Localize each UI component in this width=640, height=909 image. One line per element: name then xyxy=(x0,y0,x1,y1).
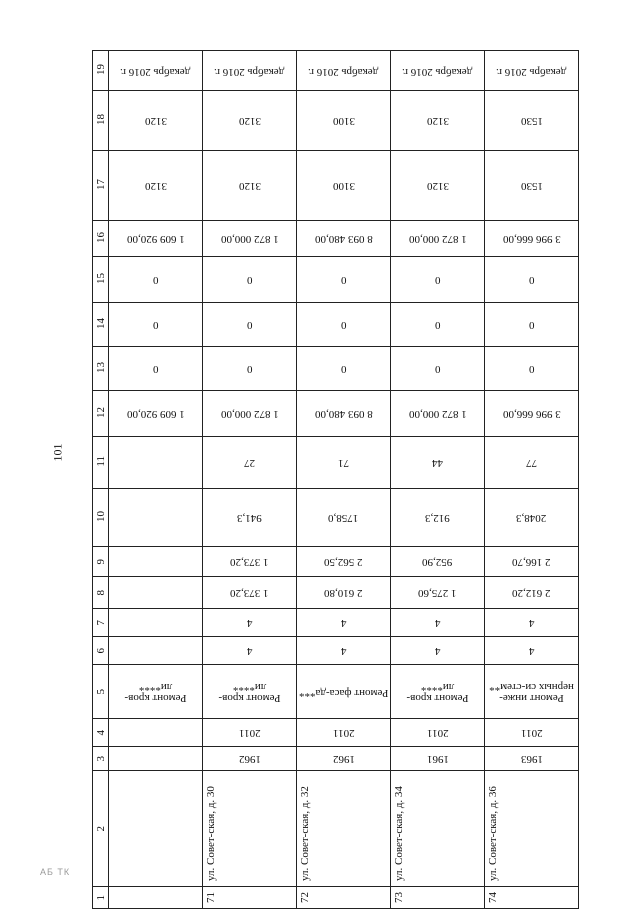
column-number-cell xyxy=(93,547,109,577)
table-row-col-1 xyxy=(93,887,579,909)
table-cell xyxy=(203,257,297,303)
column-number: 17 xyxy=(94,178,107,190)
table-cell xyxy=(485,609,579,637)
table-cell xyxy=(485,391,579,437)
column-number: 11 xyxy=(94,455,107,467)
table-row-col-14 xyxy=(93,303,579,347)
column-number: 9 xyxy=(94,559,107,565)
table-cell xyxy=(297,437,391,489)
table-row-col-3 xyxy=(93,747,579,771)
table-row-col-11 xyxy=(93,437,579,489)
column-number-cell xyxy=(93,489,109,547)
table-cell xyxy=(203,221,297,257)
table-cell xyxy=(391,303,485,347)
cell-value-col13: 0 xyxy=(528,362,535,375)
cell-value-col10: 912,3 xyxy=(425,511,450,524)
table-cell xyxy=(485,151,579,221)
table-cell xyxy=(297,391,391,437)
table-cell xyxy=(485,547,579,577)
table-cell xyxy=(109,719,203,747)
column-number-cell xyxy=(93,437,109,489)
cell-value-col13: 0 xyxy=(152,362,159,375)
table-cell xyxy=(391,91,485,151)
cell-value-year_built: 1962 xyxy=(332,752,355,765)
table-cell xyxy=(391,609,485,637)
table-cell xyxy=(485,221,579,257)
column-number-cell xyxy=(93,771,109,887)
corner-mark: АБ ТК xyxy=(40,867,71,877)
column-number: 2 xyxy=(94,826,107,832)
column-number-cell xyxy=(93,391,109,437)
column-number: 12 xyxy=(94,406,107,418)
table xyxy=(92,50,579,909)
cell-value-address: ул. Совет-ская, д. 36 xyxy=(487,786,499,881)
table-cell xyxy=(297,637,391,665)
table-cell xyxy=(485,437,579,489)
table-cell xyxy=(203,303,297,347)
column-number: 18 xyxy=(94,113,107,125)
table-cell xyxy=(485,637,579,665)
cell-value-col14: 0 xyxy=(152,318,159,331)
table-cell xyxy=(109,151,203,221)
column-number-cell xyxy=(93,151,109,221)
column-number: 16 xyxy=(94,231,107,243)
table-cell xyxy=(485,887,579,909)
table-cell xyxy=(203,771,297,887)
cell-value-col10: 1758,0 xyxy=(328,511,359,524)
table-cell xyxy=(203,437,297,489)
cell-value-col14: 0 xyxy=(246,318,253,331)
table-cell xyxy=(485,577,579,609)
table-cell xyxy=(485,303,579,347)
column-number: 15 xyxy=(94,272,107,284)
table-row-col-7 xyxy=(93,609,579,637)
table-cell xyxy=(391,771,485,887)
cell-value-col8: 1 275,60 xyxy=(418,586,457,599)
table-cell xyxy=(485,91,579,151)
cell-value-col16: 1 872 000,00 xyxy=(220,232,279,245)
cell-value-col6: 4 xyxy=(434,644,441,657)
table-cell xyxy=(297,489,391,547)
table-cell xyxy=(391,887,485,909)
table-row-col-18 xyxy=(93,91,579,151)
cell-value-idx: 71 xyxy=(205,892,217,903)
table-cell xyxy=(203,577,297,609)
cell-value-col11: 44 xyxy=(432,456,443,469)
column-number-cell xyxy=(93,887,109,909)
table-cell xyxy=(485,719,579,747)
cell-value-col15: 0 xyxy=(340,273,347,286)
table-cell xyxy=(109,51,203,91)
column-number: 1 xyxy=(94,895,107,901)
column-number: 8 xyxy=(94,590,107,596)
table-cell xyxy=(391,665,485,719)
table-cell xyxy=(297,257,391,303)
cell-value-col15: 0 xyxy=(434,273,441,286)
table-cell xyxy=(485,665,579,719)
column-number: 10 xyxy=(94,510,107,522)
cell-value-col6: 4 xyxy=(528,644,535,657)
cell-value-col19: декабрь 2016 г. xyxy=(120,65,191,78)
table-cell xyxy=(109,637,203,665)
table-cell xyxy=(297,665,391,719)
column-number: 13 xyxy=(94,361,107,373)
table-cell xyxy=(297,719,391,747)
cell-value-col11: 71 xyxy=(338,456,349,469)
table-cell xyxy=(391,391,485,437)
table-row-col-4 xyxy=(93,719,579,747)
cell-value-col4: 2011 xyxy=(332,726,355,739)
cell-value-col8: 1 373,20 xyxy=(230,586,269,599)
cell-value-col12: 1 872 000,00 xyxy=(220,407,279,420)
table-cell xyxy=(109,437,203,489)
cell-value-col9: 1 373,20 xyxy=(230,555,269,568)
repair-schedule-table xyxy=(92,50,578,903)
table-cell xyxy=(203,665,297,719)
cell-value-col4: 2011 xyxy=(520,726,543,739)
table-row-col-17 xyxy=(93,151,579,221)
table-cell xyxy=(391,151,485,221)
cell-value-col18: 3120 xyxy=(144,114,167,127)
cell-value-col18: 3100 xyxy=(332,114,355,127)
table-cell xyxy=(391,51,485,91)
cell-value-col19: декабрь 2016 г. xyxy=(496,65,567,78)
column-number: 3 xyxy=(94,756,107,762)
cell-value-col8: 2 610,80 xyxy=(324,586,363,599)
column-number-cell xyxy=(93,91,109,151)
column-number-cell xyxy=(93,747,109,771)
cell-value-work: Ремонт инже-нерных си-стем** xyxy=(489,680,574,704)
cell-value-col16: 1 872 000,00 xyxy=(408,232,467,245)
table-cell xyxy=(485,771,579,887)
cell-value-col12: 8 093 480,00 xyxy=(314,407,373,420)
column-number-cell xyxy=(93,637,109,665)
column-number-cell xyxy=(93,221,109,257)
column-number-cell xyxy=(93,577,109,609)
cell-value-col15: 0 xyxy=(152,273,159,286)
table-cell xyxy=(203,391,297,437)
cell-value-col16: 8 093 480,00 xyxy=(314,232,373,245)
table-cell xyxy=(109,771,203,887)
cell-value-address: ул. Совет-ская, д. 30 xyxy=(205,786,217,881)
table-cell xyxy=(203,719,297,747)
table-cell xyxy=(109,887,203,909)
table-cell xyxy=(391,747,485,771)
cell-value-col19: декабрь 2016 г. xyxy=(214,65,285,78)
table-cell xyxy=(297,347,391,391)
column-number: 5 xyxy=(94,689,107,695)
cell-value-col19: декабрь 2016 г. xyxy=(402,65,473,78)
table-row-col-6 xyxy=(93,637,579,665)
page-number: 101 xyxy=(50,443,65,462)
cell-value-col9: 952,90 xyxy=(422,555,453,568)
column-number-cell xyxy=(93,609,109,637)
table-row-col-12 xyxy=(93,391,579,437)
cell-value-col19: декабрь 2016 г. xyxy=(308,65,379,78)
column-number: 6 xyxy=(94,648,107,654)
cell-value-col9: 2 562,50 xyxy=(324,555,363,568)
cell-value-col6: 4 xyxy=(246,644,253,657)
table-row-col-13 xyxy=(93,347,579,391)
cell-value-col18: 1530 xyxy=(520,114,543,127)
cell-value-col17: 3120 xyxy=(144,179,167,192)
cell-value-address: ул. Совет-ская, д. 34 xyxy=(393,786,405,881)
table-cell xyxy=(109,609,203,637)
cell-value-col7: 4 xyxy=(340,616,347,629)
cell-value-col11: 77 xyxy=(526,456,537,469)
table-cell xyxy=(297,51,391,91)
cell-value-col16: 1 609 920,00 xyxy=(126,232,185,245)
cell-value-col13: 0 xyxy=(246,362,253,375)
table-cell xyxy=(109,489,203,547)
cell-value-col12: 1 609 920,00 xyxy=(126,407,185,420)
cell-value-col9: 2 166,70 xyxy=(512,555,551,568)
table-cell xyxy=(391,437,485,489)
table-cell xyxy=(391,637,485,665)
table-cell xyxy=(391,489,485,547)
cell-value-work: Ремонт кров-ли**** xyxy=(406,680,469,704)
table-row-col-16 xyxy=(93,221,579,257)
table-cell xyxy=(109,303,203,347)
table-cell xyxy=(297,771,391,887)
cell-value-year_built: 1961 xyxy=(426,752,449,765)
table-cell xyxy=(297,303,391,347)
table-cell xyxy=(109,547,203,577)
cell-value-col4: 2011 xyxy=(238,726,261,739)
table-cell xyxy=(391,347,485,391)
table-row-col-5 xyxy=(93,665,579,719)
table-cell xyxy=(297,151,391,221)
cell-value-col8: 2 612,20 xyxy=(512,586,551,599)
cell-value-address: ул. Совет-ская, д. 32 xyxy=(299,786,311,881)
table-cell xyxy=(109,257,203,303)
cell-value-col7: 4 xyxy=(246,616,253,629)
column-number-cell xyxy=(93,347,109,391)
cell-value-col14: 0 xyxy=(340,318,347,331)
cell-value-col10: 2048,3 xyxy=(516,511,547,524)
table-cell xyxy=(297,547,391,577)
column-number: 14 xyxy=(94,317,107,329)
table-cell xyxy=(203,347,297,391)
table-cell xyxy=(297,91,391,151)
table-cell xyxy=(297,747,391,771)
cell-value-year_built: 1963 xyxy=(520,752,543,765)
cell-value-idx: 73 xyxy=(393,892,405,903)
cell-value-col11: 27 xyxy=(244,456,255,469)
table-cell xyxy=(109,391,203,437)
table-cell xyxy=(203,637,297,665)
table-cell xyxy=(203,547,297,577)
cell-value-col7: 4 xyxy=(434,616,441,629)
table-cell xyxy=(203,489,297,547)
column-number-cell xyxy=(93,257,109,303)
table-cell xyxy=(391,257,485,303)
table-cell xyxy=(109,665,203,719)
cell-value-col4: 2011 xyxy=(426,726,449,739)
table-cell xyxy=(297,887,391,909)
table-cell xyxy=(297,609,391,637)
cell-value-col7: 4 xyxy=(528,616,535,629)
cell-value-col18: 3120 xyxy=(238,114,261,127)
table-cell xyxy=(203,151,297,221)
cell-value-col15: 0 xyxy=(246,273,253,286)
column-number: 19 xyxy=(94,63,107,75)
cell-value-idx: 72 xyxy=(299,892,311,903)
table-cell xyxy=(485,747,579,771)
table-cell xyxy=(109,221,203,257)
table-cell xyxy=(203,51,297,91)
table-row-col-10 xyxy=(93,489,579,547)
cell-value-col18: 3120 xyxy=(426,114,449,127)
cell-value-col17: 3100 xyxy=(332,179,355,192)
table-cell xyxy=(485,347,579,391)
column-number-cell xyxy=(93,665,109,719)
table-cell xyxy=(203,609,297,637)
table-cell xyxy=(203,747,297,771)
cell-value-col13: 0 xyxy=(434,362,441,375)
column-number-cell xyxy=(93,719,109,747)
cell-value-work: Ремонт фаса-да*** xyxy=(298,686,389,699)
cell-value-col14: 0 xyxy=(528,318,535,331)
cell-value-col17: 1530 xyxy=(520,179,543,192)
table-cell xyxy=(203,887,297,909)
column-number-cell xyxy=(93,51,109,91)
cell-value-col15: 0 xyxy=(528,273,535,286)
table-cell xyxy=(297,221,391,257)
table-row-col-9 xyxy=(93,547,579,577)
cell-value-col13: 0 xyxy=(340,362,347,375)
table-cell xyxy=(109,577,203,609)
table-row-col-2 xyxy=(93,771,579,887)
table-cell xyxy=(485,51,579,91)
table-cell xyxy=(485,257,579,303)
cell-value-col14: 0 xyxy=(434,318,441,331)
cell-value-col16: 3 996 666,00 xyxy=(502,232,561,245)
column-number: 7 xyxy=(94,620,107,626)
cell-value-col12: 3 996 666,00 xyxy=(502,407,561,420)
table-row-col-8 xyxy=(93,577,579,609)
cell-value-idx: 74 xyxy=(487,892,499,903)
table-cell xyxy=(391,577,485,609)
table-cell xyxy=(109,747,203,771)
cell-value-col17: 3120 xyxy=(238,179,261,192)
table-cell xyxy=(109,91,203,151)
cell-value-year_built: 1962 xyxy=(238,752,261,765)
cell-value-work: Ремонт кров-ли**** xyxy=(218,680,281,704)
table-cell xyxy=(391,719,485,747)
cell-value-col10: 941,3 xyxy=(237,511,262,524)
table-cell xyxy=(203,91,297,151)
cell-value-col17: 3120 xyxy=(426,179,449,192)
cell-value-col6: 4 xyxy=(340,644,347,657)
table-cell xyxy=(297,577,391,609)
table-cell xyxy=(391,221,485,257)
cell-value-col12: 1 872 000,00 xyxy=(408,407,467,420)
column-number: 4 xyxy=(94,730,107,736)
table-row-col-15 xyxy=(93,257,579,303)
table-cell xyxy=(391,547,485,577)
table-cell xyxy=(109,347,203,391)
cell-value-work: Ремонт кров-ли**** xyxy=(124,680,187,704)
table-cell xyxy=(485,489,579,547)
table-row-col-19 xyxy=(93,51,579,91)
column-number-cell xyxy=(93,303,109,347)
